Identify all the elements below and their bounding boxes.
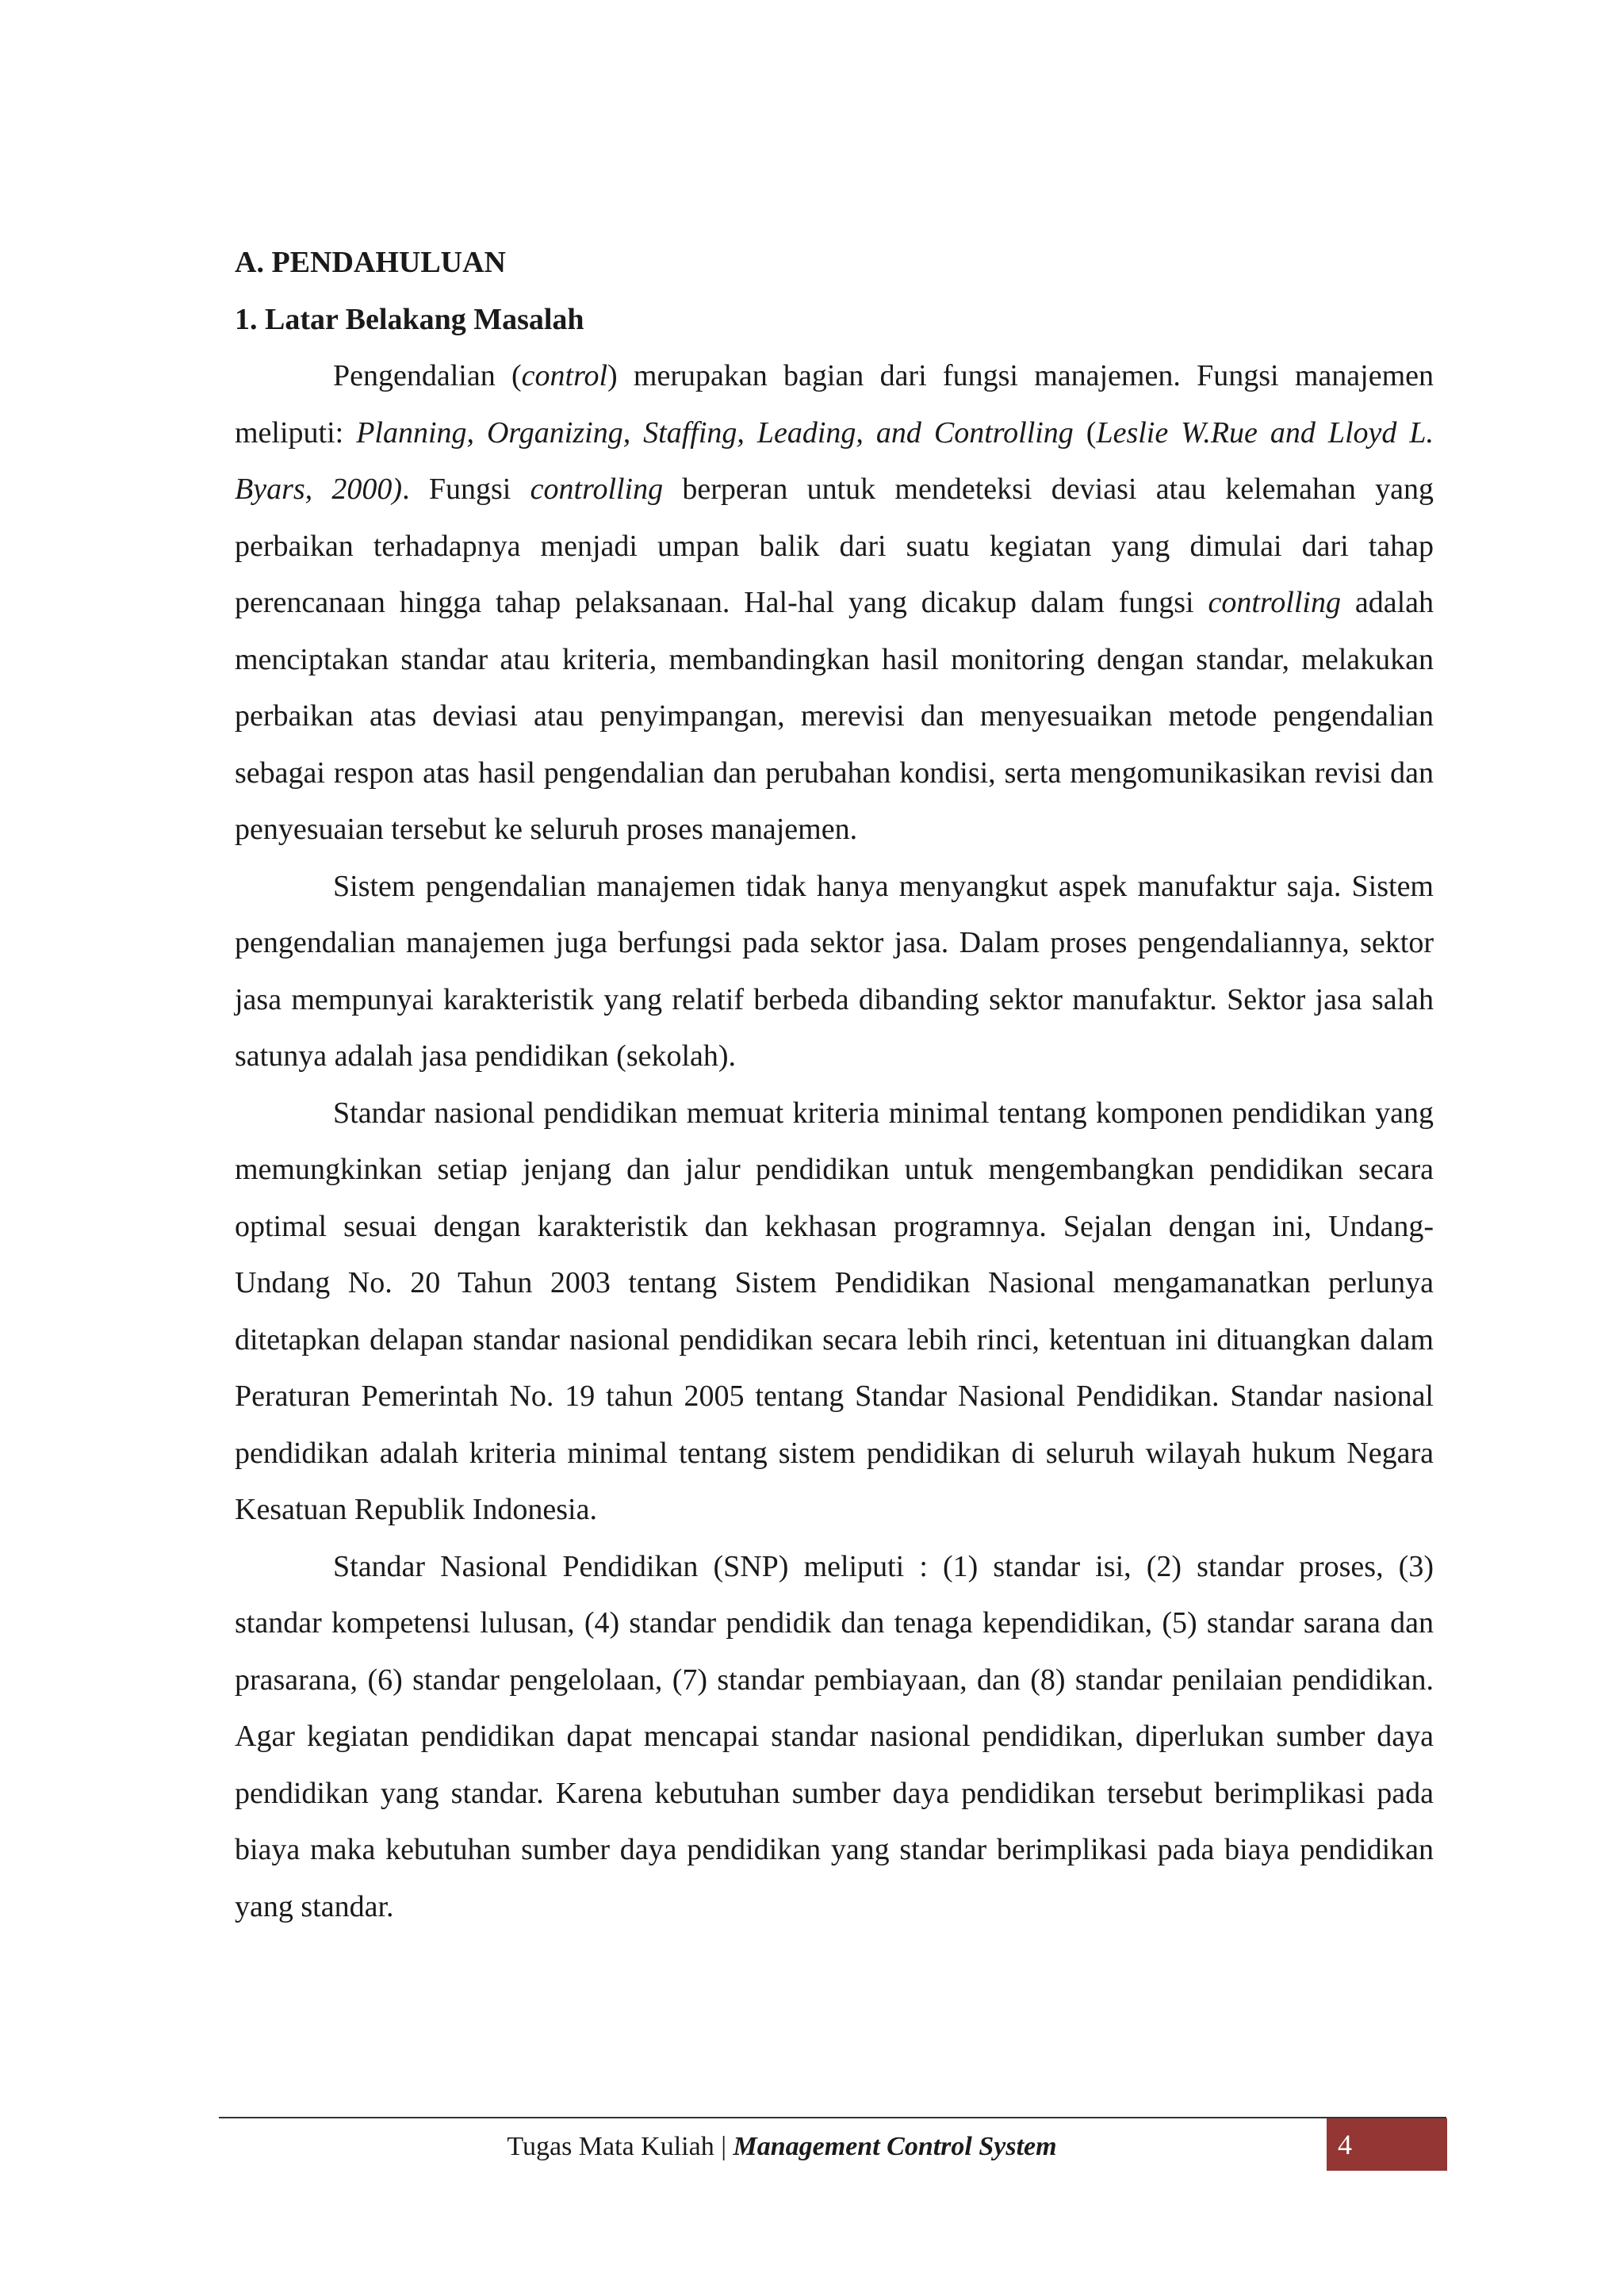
paragraph-3: Standar nasional pendidikan memuat kriteria minimal tentang komponen pendidikan yang memungkinkan setiap jenjang dan jalur pendidikan untuk mengembangkan pendidikan secara optimal sesuai dengan karakteristik dan kekhasan programnya. Sejalan dengan ini, Undang-Undang No. 20 Tahun 2003 tentang Sistem Pendidikan Nasional mengamanatkan perlunya ditetapkan delapan standar nasional pendidikan secara lebih rinci, ketentuan ini dituangkan dalam Peraturan Pemerintah No. 19 tahun 2005 tentang Standar Nasional Pendidikan. Standar nasional pendidikan adalah kriteria minimal tentang sistem pendidikan di seluruh wilayah hukum Negara Kesatuan Republik Indonesia. xyxy=(235,1096,1434,1526)
section-heading: A. PENDAHULUAN xyxy=(235,246,506,279)
page-body xyxy=(235,235,1434,1935)
page-number: 4 xyxy=(1327,2118,1447,2171)
p1-text-1: Pengendalian ( xyxy=(333,359,522,392)
p1-italic-functions: Planning, Organizing, Staffing, Leading, and Controlling xyxy=(356,415,1074,450)
footer-title xyxy=(219,2130,1345,2164)
p1-text-4: . Fungsi xyxy=(402,473,530,506)
p1-text-2: ) merupakan bagian dari fungsi manajemen. Fungsi manajemen meliputi: xyxy=(235,359,1434,450)
footer-prefix: Tugas Mata Kuliah | xyxy=(507,2132,733,2161)
p1-italic-controlling-1: controlling xyxy=(530,473,664,506)
footer-course: Management Control System xyxy=(733,2132,1057,2161)
paragraph-2: Sistem pengendalian manajemen tidak hanya menyangkut aspek manufaktur saja. Sistem pengendalian manajemen juga berfungsi pada sektor jasa. Dalam proses pengendaliannya, sektor jasa mempunyai karakteristik yang relatif berbeda dibanding sektor manufaktur. Sektor jasa salah satunya adalah jasa pendidikan (sekolah). xyxy=(235,869,1434,1073)
p1-italic-citation: Leslie W.Rue and Lloyd L. Byars, 2000) xyxy=(235,415,1434,506)
subsection-heading: 1. Latar Belakang Masalah xyxy=(235,302,584,336)
p1-italic-controlling-2: controlling xyxy=(1208,586,1341,619)
p1-italic-control: control xyxy=(521,359,607,392)
paragraph-4: Standar Nasional Pendidikan (SNP) meliputi : (1) standar isi, (2) standar proses, (3) standar kompetensi lulusan, (4) standar pendidik dan tenaga kependidikan, (5) standar sarana dan prasarana, (6) standar pengelolaan, (7) standar pembiayaan, dan (8) standar penilaian pendidikan. Agar kegiatan pendidikan dapat mencapai standar nasional pendidikan, diperlukan sumber daya pendidikan yang standar. Karena kebutuhan sumber daya pendidikan tersebut berimplikasi pada biaya maka kebutuhan sumber daya pendidikan yang standar berimplikasi pada biaya pendidikan yang standar. xyxy=(235,1549,1434,1923)
p1-text-3: ( xyxy=(1073,415,1097,450)
p1-text-5: berperan untuk mendeteksi deviasi atau kelemahan yang perbaikan terhadapnya menjadi umpan balik dari suatu kegiatan yang dimulai dari tahap perencanaan hingga tahap pelaksanaan. Hal-hal yang dicakup dalam fungsi xyxy=(235,473,1434,619)
footer-divider xyxy=(219,2117,1446,2118)
paragraph-1 xyxy=(235,348,1434,859)
p1-text-6: adalah menciptakan standar atau kriteria, membandingkan hasil monitoring dengan standar, melakukan perbaikan atas deviasi atau penyimpangan, merevisi dan menyesuaikan metode pengendalian sebagai respon atas hasil pengendalian dan perubahan kondisi, serta mengomunikasikan revisi dan penyesuaian tersebut ke seluruh proses manajemen. xyxy=(235,586,1434,846)
